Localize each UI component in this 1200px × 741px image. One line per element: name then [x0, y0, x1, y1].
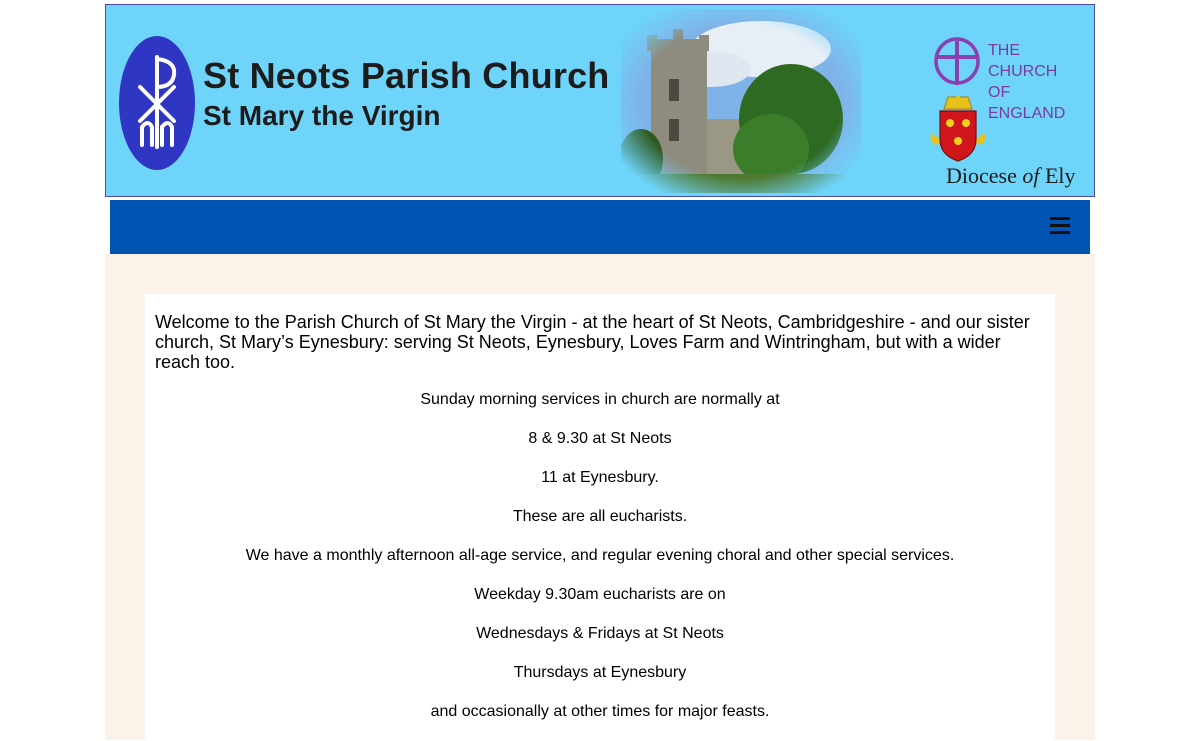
service-line: Weekday 9.30am eucharists are on: [474, 586, 726, 603]
site-header: [105, 4, 1095, 197]
coe-line-2: OF ENGLAND: [988, 84, 1066, 122]
hamburger-bar: [1050, 231, 1070, 234]
diocese-of-ely-arms-icon[interactable]: [926, 93, 990, 163]
nav-bar: [110, 200, 1090, 254]
service-line: and occasionally at other times for major feasts.: [430, 703, 770, 720]
service-line: Thursdays at Eynesbury: [513, 664, 687, 681]
main-content: [145, 294, 1055, 740]
site-title: St Neots Parish Church: [203, 55, 610, 96]
hamburger-menu-icon[interactable]: [1050, 217, 1070, 235]
coe-line-1: THE CHURCH: [988, 42, 1058, 80]
diocese-prefix: Diocese: [946, 163, 1023, 188]
service-line: 8 & 9.30 at St Neots: [528, 430, 672, 447]
service-line: 11 at Eynesbury.: [541, 469, 659, 486]
church-of-england-text: [988, 40, 1088, 124]
site-subtitle: St Mary the Virgin: [203, 100, 441, 131]
service-line: Sunday morning services in church are normally at: [420, 391, 780, 408]
service-times: [145, 390, 1055, 741]
service-line: We have a monthly afternoon all-age service, and regular evening choral and other special services.: [245, 547, 955, 564]
welcome-paragraph: Welcome to the Parish Church of St Mary the Virgin - at the heart of St Neots, Cambridgeshire - and our sister church, St Mary’s Eynesbury: serving St Neots, Eynesbury, Loves Farm and Wintringham, but with a wider reach too.: [155, 312, 1030, 372]
chi-rho-logo-icon[interactable]: [118, 35, 196, 171]
hamburger-bar: [1050, 224, 1070, 227]
diocese-of: of: [1022, 163, 1040, 188]
diocese-name: Ely: [1039, 163, 1076, 188]
church-tower-photo: [621, 9, 861, 193]
service-line: These are all eucharists.: [512, 508, 688, 525]
hamburger-bar: [1050, 217, 1070, 220]
diocese-of-ely-text: [946, 163, 1076, 189]
service-line: Wednesdays & Fridays at St Neots: [476, 625, 724, 642]
church-of-england-logo-icon[interactable]: [933, 35, 983, 87]
